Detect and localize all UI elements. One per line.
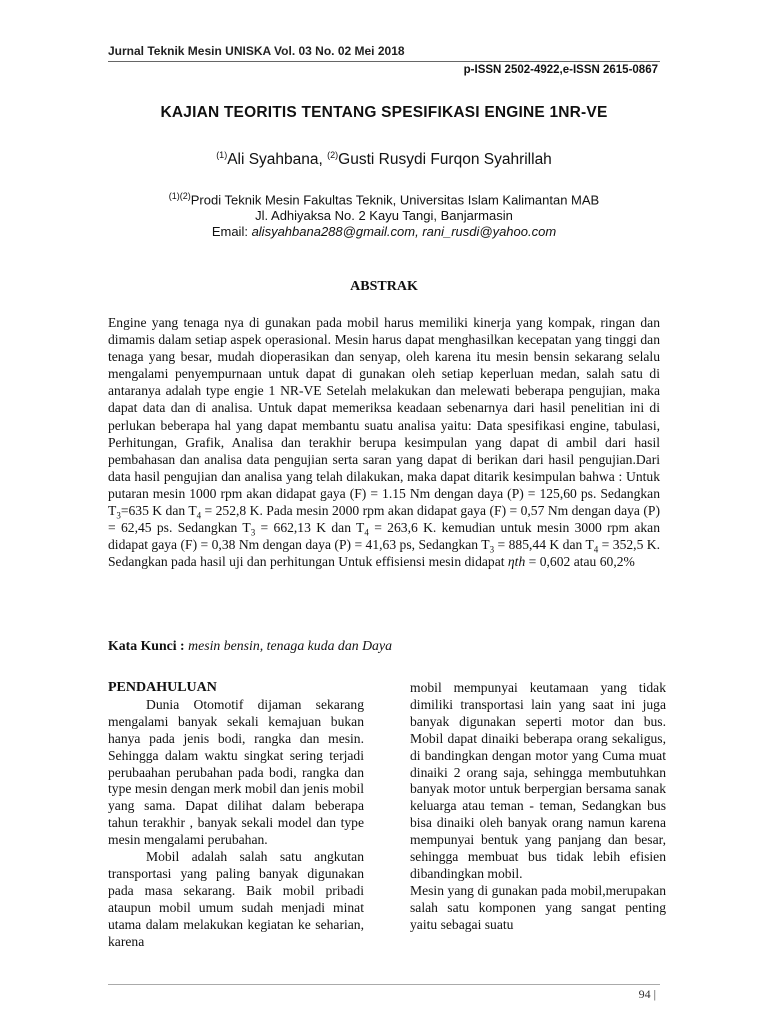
affiliation-marker: (1)(2) bbox=[168, 191, 191, 201]
keywords-line bbox=[108, 638, 392, 654]
abstract-text: =635 K dan T bbox=[120, 503, 197, 519]
page-number: 94 | bbox=[638, 987, 656, 1001]
abstract-text: = 263,6 K. kemudian untuk mesin 3000 rpm akan didapat gaya (F) = 0,38 Nm dengan daya (P) = 41,63 ps, Sedangkan T bbox=[108, 520, 660, 553]
subscript: 4 bbox=[593, 544, 599, 555]
affiliation-email-line bbox=[108, 224, 660, 240]
keywords-value: mesin bensin, tenaga kuda dan Daya bbox=[188, 638, 392, 653]
abstract-text: = 885,44 K dan T bbox=[494, 537, 594, 553]
header-rule bbox=[108, 61, 660, 62]
paragraph: Mobil adalah salah satu angkutan transportasi yang paling banyak digunakan pada masa sekarang. Baik mobil pribadi ataupun mobil umum sudah menjadi minat utama dalam melakukan kegiatan ke seharian, karena bbox=[108, 849, 364, 949]
subscript: 4 bbox=[196, 510, 202, 521]
email-label: Email: bbox=[211, 224, 252, 240]
abstract-body bbox=[108, 314, 660, 570]
journal-header: Jurnal Teknik Mesin UNISKA Vol. 03 No. 02 Mei 2018 bbox=[108, 44, 405, 58]
abstract-text: = 0,602 atau 60,2% bbox=[525, 554, 635, 570]
body-column-right bbox=[410, 680, 666, 934]
author-line bbox=[108, 150, 660, 169]
email-addresses: alisyahbana288@gmail.com, rani_rusdi@yahoo.com bbox=[251, 224, 557, 240]
keywords-label: Kata Kunci bbox=[108, 638, 177, 653]
abstract-text: = 352,5 K. Sedangkan pada hasil uji dan perhitungan Untuk effisiensi mesin didapat bbox=[108, 537, 660, 570]
author-2-name: Gusti Rusydi Furqon Syahrillah bbox=[338, 151, 552, 169]
author-1-name: Ali Syahbana, bbox=[227, 151, 328, 169]
subscript: 3 bbox=[250, 527, 256, 538]
footer-rule bbox=[108, 984, 660, 985]
subscript: 4 bbox=[364, 527, 369, 538]
paragraph: Mesin yang di gunakan pada mobil,merupakan salah satu komponen yang sangat penting yaitu sebagai suatu bbox=[410, 882, 666, 932]
abstract-text: = 252,8 K. Pada mesin 2000 rpm akan didapat gaya (F) = 0,57 Nm dengan daya (P) = 62,45 ps. Sedangkan T bbox=[108, 503, 660, 536]
subscript: 3 bbox=[489, 544, 495, 555]
paragraph: Dunia Otomotif dijaman sekarang mengalami banyak sekali kemajuan bukan hanya pada jenis bodi, rangka dan mesin. Sehingga dalam waktu singkat sering terjadi perubaahan perubahan pada bodi, rangka dan type mesin dengan merk mobil dan jenis mobil yang sama. Dapat dilihat dalam beberapa tahun terakhir , banyak sekali model dan type mesin mengalami perubahan. bbox=[108, 696, 364, 848]
efficiency-symbol: ηth bbox=[507, 554, 526, 570]
affiliation-line-1 bbox=[108, 188, 660, 208]
abstract-heading: ABSTRAK bbox=[350, 279, 418, 294]
affiliation-institution: Prodi Teknik Mesin Fakultas Teknik, Universitas Islam Kalimantan MAB bbox=[190, 192, 600, 208]
affiliation-block bbox=[108, 188, 660, 240]
body-column-left bbox=[108, 680, 364, 951]
issn-line: p-ISSN 2502-4922,e-ISSN 2615-0867 bbox=[463, 64, 658, 76]
author-1-marker: (1) bbox=[216, 150, 228, 160]
paper-title: KAJIAN TEORITIS TENTANG SPESIFIKASI ENGINE 1NR-VE bbox=[160, 104, 608, 121]
keywords-colon: : bbox=[176, 638, 189, 653]
abstract-text: = 662,13 K dan T bbox=[255, 520, 365, 536]
abstract-text: Engine yang tenaga nya di gunakan pada mobil harus memiliki kinerja yang kompak, ringan dan dimamis dalam setiap aspek operasional. Mesin harus dapat menghasilkan kecepatan yang tinggi dan tenaga yang besar, mudah dioperasikan dan senyap, oleh karena itu mesin bensin sekarang selalu mengalami penyempurnaan untuk dapat di gunakan oleh setiap keperluan medan, salah satu di antaranya adalah type engie 1 NR-VE Setelah melakukan dan melewati beberapa pengujian, maka dapat data dan di analisa. Untuk dapat memeriksa keadaan sebenarnya dari hasil penelitian ini di perlukan beberapa hal yang dapat membantu suatu analisa yaitu: Data spesifikasi engine, tabulasi, Perhitungan, Grafik, Analisa dan terakhir berupa kesimpulan yang dapat di ambil dari hasil pembahasan dan analisa data pengujian serta saran yang dapat di berikan dari hasil pengujian.Dari data hasil pengujian dan analisa yang telah dilakukan, maka dapat ditarik kesimpulan bahwa : Untuk putaran mesin 1000 rpm akan didapat gaya (F) = 1.15 Nm dengan daya (P) = 125,60 ps. Sedangkan T bbox=[108, 315, 660, 519]
author-2-marker: (2) bbox=[327, 150, 339, 160]
subscript: 3 bbox=[116, 510, 121, 521]
section-heading-pendahuluan: PENDAHULUAN bbox=[108, 680, 217, 695]
affiliation-address: Jl. Adhiyaksa No. 2 Kayu Tangi, Banjarmasin bbox=[255, 208, 513, 224]
paragraph: mobil mempunyai keutamaan yang tidak dimiliki transportasi lain yang saat ini juga banyak digunakan seperti motor dan bus. Mobil dapat dinaiki beberapa orang sekaligus, di bandingkan dengan motor yang Cuma muat dinaiki 2 orang saja, sehingga membutuhkan banyak motor untuk berpergian bersama sanak keluarga atau teman - teman, Sedangkan bus bisa dinaiki oleh banyak orang namun karena mempunyai bentuk yang panjang dan besar, sehingga membuat bus tidak lebih efisien dibandingkan mobil. bbox=[410, 680, 666, 881]
